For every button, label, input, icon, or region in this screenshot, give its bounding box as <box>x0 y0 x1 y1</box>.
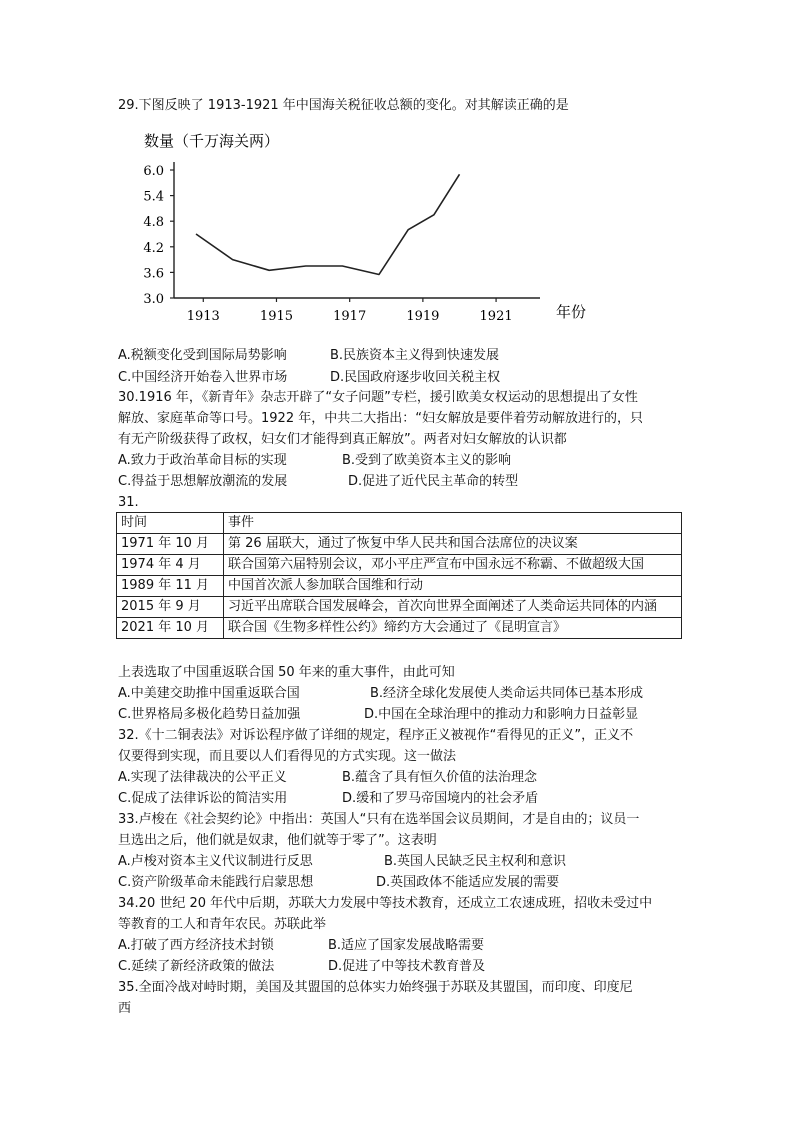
x-tick-label: 1913 <box>186 309 220 324</box>
table-cell-event: 中国首次派人参加联合国维和行动 <box>224 576 682 597</box>
q34-option-d: D.促进了中等技术教育普及 <box>328 959 486 974</box>
q31-stem: 上表选取了中国重返联合国 50 年来的重大事件，由此可知 <box>118 665 455 680</box>
q33-option-d: D.英国政体不能适应发展的需要 <box>376 875 560 890</box>
table-cell-time: 1989 年 11 月 <box>117 576 224 597</box>
q35-line-2: 西 <box>118 1001 132 1016</box>
q29-option-d: D.民国政府逐步收回关税主权 <box>330 370 501 385</box>
q34-line-1: 34.20 世纪 20 年代中后期，苏联大力发展中等技术教育，还成立工农速成班，招收未受过中 <box>118 896 653 911</box>
q32-line-2: 仅要得到实现，而且要以人们看得见的方式实现。这一做法 <box>118 749 457 764</box>
q30-line-3: 有无产阶级获得了政权，妇女们才能得到真正解放”。两者对妇女解放的认识都 <box>118 432 567 447</box>
q31-option-b: B.经济全球化发展使人类命运共同体已基本形成 <box>370 686 644 701</box>
table-row <box>117 618 682 639</box>
q34-option-a: A.打破了西方经济技术封锁 <box>118 938 274 953</box>
table-cell-event: 联合国第六届特别会议，邓小平庄严宣布中国永远不称霸、不做超级大国 <box>224 555 682 576</box>
x-tick-label: 1917 <box>333 309 367 324</box>
q33-option-b: B.英国人民缺乏民主权利和意识 <box>384 854 567 869</box>
q30-line-1: 30.1916 年，《新青年》杂志开辟了“女子问题”专栏，援引欧美女权运动的思想提出了女性 <box>118 390 638 405</box>
table-row <box>117 534 682 555</box>
x-tick-label: 1921 <box>479 309 513 324</box>
q33-option-a: A.卢梭对资本主义代议制进行反思 <box>118 854 313 869</box>
q29-option-b: B.民族资本主义得到快速发展 <box>330 348 500 363</box>
table-header-event: 事件 <box>224 513 682 534</box>
chart-title: 数量（千万海关两） <box>144 132 280 150</box>
x-axis-label: 年份 <box>556 303 587 321</box>
q31-number: 31. <box>118 495 139 510</box>
q31-option-d: D.中国在全球治理中的推动力和影响力日益彰显 <box>364 707 639 722</box>
table-cell-event: 联合国《生物多样性公约》缔约方大会通过了《昆明宣言》 <box>224 618 682 639</box>
table-cell-time: 2015 年 9 月 <box>117 597 224 618</box>
q30-option-d: D.促进了近代民主革命的转型 <box>348 474 519 489</box>
q33-option-c: C.资产阶级革命未能践行启蒙思想 <box>118 875 314 890</box>
q32-line-1: 32.《十二铜表法》对诉讼程序做了详细的规定，程序正义被视作“看得见的正义”，正义不 <box>118 728 634 743</box>
table-cell-time: 1974 年 4 月 <box>117 555 224 576</box>
q34-option-c: C.延续了新经济政策的做法 <box>118 959 275 974</box>
table-cell-time: 2021 年 10 月 <box>117 618 224 639</box>
table-cell-event: 第 26 届联大，通过了恢复中华人民共和国合法席位的决议案 <box>224 534 682 555</box>
x-tick-label: 1915 <box>259 309 294 324</box>
y-tick-label: 6.0 <box>143 164 164 179</box>
table-cell-time: 1971 年 10 月 <box>117 534 224 555</box>
chart-svg <box>118 126 638 338</box>
table-row <box>117 576 682 597</box>
q29-stem: 29.下图反映了 1913-1921 年中国海关税征收总额的变化。对其解读正确的是 <box>118 98 569 113</box>
table-row <box>117 555 682 576</box>
q32-option-a: A.实现了法律裁决的公平正义 <box>118 770 287 785</box>
q29-option-a: A.税额变化受到国际局势影响 <box>118 348 287 363</box>
q31-option-c: C.世界格局多极化趋势日益加强 <box>118 707 301 722</box>
table-row <box>117 597 682 618</box>
q35-line-1: 35.全面冷战对峙时期，美国及其盟国的总体实力始终强于苏联及其盟国，而印度、印度尼 <box>118 980 633 995</box>
q33-line-1: 33.卢梭在《社会契约论》中指出：英国人“只有在选举国会议员期间，才是自由的；议员一 <box>118 812 640 827</box>
series-line <box>196 174 460 274</box>
y-tick-label: 3.0 <box>143 292 164 307</box>
x-tick-label: 1919 <box>406 309 440 324</box>
q32-option-b: B.蕴含了具有恒久价值的法治理念 <box>342 770 538 785</box>
q30-option-c: C.得益于思想解放潮流的发展 <box>118 474 288 489</box>
events-table <box>116 512 682 639</box>
table-header-time: 时间 <box>117 513 224 534</box>
table-cell-event: 习近平出席联合国发展峰会，首次向世界全面阐述了人类命运共同体的内涵 <box>224 597 682 618</box>
q30-line-2: 解放、家庭革命等口号。1922 年，中共二大指出：“妇女解放是要伴着劳动解放进行的，只 <box>118 411 643 426</box>
y-tick-label: 3.6 <box>143 266 164 282</box>
q31-option-a: A.中美建交助推中国重返联合国 <box>118 686 300 701</box>
q32-option-c: C.促成了法律诉讼的简洁实用 <box>118 791 288 806</box>
q34-line-2: 等教育的工人和青年农民。苏联此举 <box>118 917 327 932</box>
y-tick-label: 5.4 <box>143 189 164 205</box>
q30-option-b: B.受到了欧美资本主义的影响 <box>342 453 512 468</box>
q33-line-2: 旦选出之后，他们就是奴隶，他们就等于零了”。这表明 <box>118 833 437 848</box>
tariff-line-chart <box>118 126 638 338</box>
q32-option-d: D.缓和了罗马帝国境内的社会矛盾 <box>342 791 539 806</box>
q30-option-a: A.致力于政治革命目标的实现 <box>118 453 287 468</box>
y-tick-label: 4.2 <box>143 240 164 256</box>
table-header-row <box>117 513 682 534</box>
q29-option-c: C.中国经济开始卷入世界市场 <box>118 370 288 385</box>
y-tick-label: 4.8 <box>143 215 164 231</box>
q34-option-b: B.适应了国家发展战略需要 <box>328 938 485 953</box>
